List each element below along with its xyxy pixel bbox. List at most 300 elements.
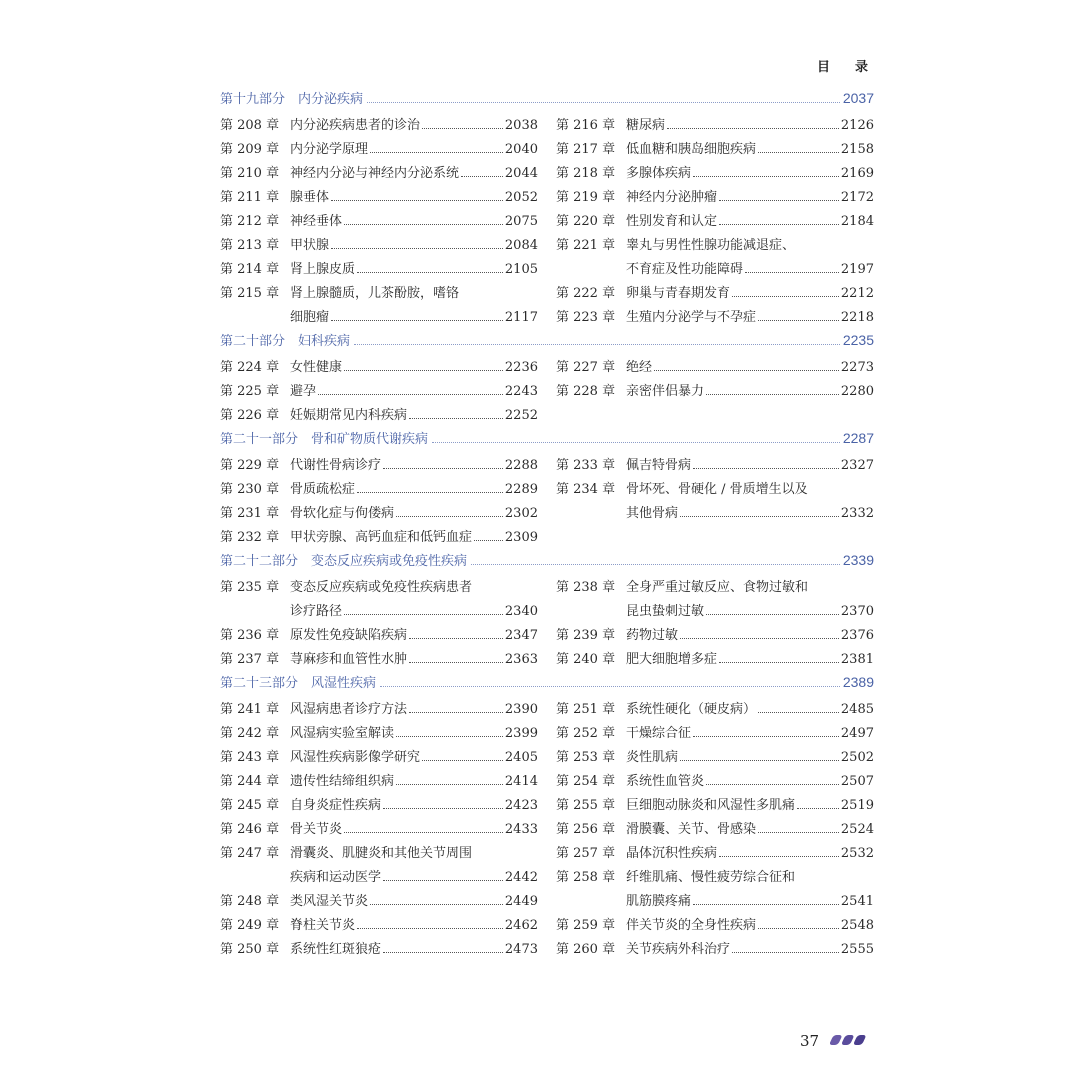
chapter-title: 佩吉特骨病 xyxy=(626,458,692,473)
chapter-number: 第 212 章 xyxy=(220,214,280,229)
chapter-page-number: 2363 xyxy=(504,652,538,667)
chapter-title: 类风湿关节炎 xyxy=(290,894,369,909)
part-heading xyxy=(220,672,874,694)
dot-leader xyxy=(719,224,839,225)
chapter-entry xyxy=(556,698,874,722)
toc-part-section xyxy=(220,330,874,428)
chapter-title: 脊柱关节炎 xyxy=(290,918,356,933)
chapter-title: 自身炎症性疾病 xyxy=(290,798,382,813)
chapter-entry xyxy=(556,454,874,478)
chapter-columns xyxy=(220,576,874,672)
chapter-number: 第 237 章 xyxy=(220,652,280,667)
dot-leader xyxy=(409,662,503,663)
chapter-title: 原发性免疫缺陷疾病 xyxy=(290,628,408,643)
chapter-number: 第 246 章 xyxy=(220,822,280,837)
chapter-title: 腺垂体 xyxy=(290,190,330,205)
chapter-entry xyxy=(556,746,874,770)
chapter-page-number: 2473 xyxy=(504,942,538,957)
dot-leader xyxy=(706,614,839,615)
dot-leader xyxy=(370,152,503,153)
chapter-title: 神经内分泌与神经内分泌系统 xyxy=(290,166,460,181)
chapter-number: 第 224 章 xyxy=(220,360,280,375)
chapter-page-number: 2280 xyxy=(840,384,874,399)
chapter-number: 第 236 章 xyxy=(220,628,280,643)
chapter-number: 第 255 章 xyxy=(556,798,616,813)
chapter-page-number: 2038 xyxy=(504,118,538,133)
chapter-entry xyxy=(556,722,874,746)
chapter-title: 女性健康 xyxy=(290,360,343,375)
chapter-number: 第 241 章 xyxy=(220,702,280,717)
chapter-page-number: 2126 xyxy=(840,118,874,133)
part-title: 第二十二部分 变态反应疾病或免疫性疾病 xyxy=(220,554,468,569)
chapter-title: 药物过敏 xyxy=(626,628,679,643)
chapter-number: 第 216 章 xyxy=(556,118,616,133)
chapter-number: 第 223 章 xyxy=(556,310,616,325)
chapter-page-number: 2289 xyxy=(504,482,538,497)
chapter-page-number: 2273 xyxy=(840,360,874,375)
dot-leader xyxy=(357,928,503,929)
chapter-page-number: 2327 xyxy=(840,458,874,473)
chapter-number: 第 253 章 xyxy=(556,750,616,765)
chapter-entry xyxy=(556,306,874,330)
chapter-entry xyxy=(556,794,874,818)
chapter-title: 妊娠期常见内科疾病 xyxy=(290,408,408,423)
chapter-page-number: 2340 xyxy=(504,604,538,619)
stripe-shape xyxy=(841,1035,855,1045)
chapter-entry xyxy=(220,938,538,962)
chapter-page-number: 2449 xyxy=(504,894,538,909)
chapter-entry xyxy=(220,624,538,648)
chapter-entry xyxy=(556,600,874,624)
chapter-number: 第 239 章 xyxy=(556,628,616,643)
chapter-entry xyxy=(556,576,874,600)
chapter-page-number: 2485 xyxy=(840,702,874,717)
chapter-number: 第 250 章 xyxy=(220,942,280,957)
chapter-title: 睾丸与男性性腺功能减退症、 xyxy=(626,238,796,253)
chapter-title: 干燥综合征 xyxy=(626,726,692,741)
chapter-page-number: 2414 xyxy=(504,774,538,789)
chapter-title: 遗传性结缔组织病 xyxy=(290,774,395,789)
chapter-title: 系统性红斑狼疮 xyxy=(290,942,382,957)
left-chapter-column xyxy=(220,356,538,428)
dot-leader xyxy=(706,394,839,395)
part-page-number: 2287 xyxy=(842,430,874,446)
toc-part-section xyxy=(220,550,874,672)
dot-leader xyxy=(693,468,839,469)
chapter-page-number: 2117 xyxy=(504,310,538,325)
chapter-page-number: 2423 xyxy=(504,798,538,813)
part-title: 第二十三部分 风湿性疾病 xyxy=(220,676,377,691)
chapter-number: 第 233 章 xyxy=(556,458,616,473)
chapter-entry xyxy=(220,502,538,526)
part-title: 第二十部分 妇科疾病 xyxy=(220,334,351,349)
chapter-entry xyxy=(220,138,538,162)
chapter-entry xyxy=(220,404,538,428)
toc-part-section xyxy=(220,88,874,330)
chapter-page-number: 2252 xyxy=(504,408,538,423)
chapter-page-number: 2502 xyxy=(840,750,874,765)
chapter-number: 第 213 章 xyxy=(220,238,280,253)
chapter-entry xyxy=(556,380,874,404)
chapter-title: 系统性硬化（硬皮病） xyxy=(626,702,757,717)
dot-leader xyxy=(719,200,839,201)
chapter-number: 第 257 章 xyxy=(556,846,616,861)
chapter-title: 伴关节炎的全身性疾病 xyxy=(626,918,757,933)
part-title: 第十九部分 内分泌疾病 xyxy=(220,92,364,107)
dot-leader xyxy=(422,760,503,761)
chapter-page-number: 2381 xyxy=(840,652,874,667)
chapter-page-number: 2541 xyxy=(840,894,874,909)
chapter-title: 神经垂体 xyxy=(290,214,343,229)
chapter-page-number: 2212 xyxy=(840,286,874,301)
chapter-entry xyxy=(220,842,538,866)
chapter-number: 第 227 章 xyxy=(556,360,616,375)
chapter-entry xyxy=(556,356,874,380)
dot-leader xyxy=(331,320,503,321)
dot-leader xyxy=(383,808,503,809)
chapter-entry xyxy=(556,866,874,890)
right-chapter-column xyxy=(556,576,874,672)
chapter-number: 第 249 章 xyxy=(220,918,280,933)
chapter-number: 第 226 章 xyxy=(220,408,280,423)
chapter-title: 巨细胞动脉炎和风湿性多肌痛 xyxy=(626,798,796,813)
chapter-number: 第 245 章 xyxy=(220,798,280,813)
chapter-entry xyxy=(220,162,538,186)
chapter-page-number: 2172 xyxy=(840,190,874,205)
chapter-page-number: 2288 xyxy=(504,458,538,473)
chapter-page-number: 2519 xyxy=(840,798,874,813)
dot-leader xyxy=(396,516,503,517)
chapter-number: 第 243 章 xyxy=(220,750,280,765)
chapter-page-number: 2532 xyxy=(840,846,874,861)
chapter-page-number: 2442 xyxy=(504,870,538,885)
chapter-entry xyxy=(220,770,538,794)
chapter-columns xyxy=(220,114,874,330)
chapter-entry xyxy=(556,938,874,962)
chapter-columns xyxy=(220,454,874,550)
chapter-page-number: 2462 xyxy=(504,918,538,933)
chapter-entry xyxy=(556,914,874,938)
chapter-entry xyxy=(220,794,538,818)
chapter-columns xyxy=(220,698,874,962)
chapter-number: 第 209 章 xyxy=(220,142,280,157)
dot-leader xyxy=(693,736,839,737)
dot-leader xyxy=(732,952,839,953)
chapter-title: 变态反应疾病或免疫性疾病患者 xyxy=(290,580,473,595)
dot-leader xyxy=(719,856,839,857)
chapter-title: 风湿病实验室解读 xyxy=(290,726,395,741)
part-page-number: 2235 xyxy=(842,332,874,348)
chapter-page-number: 2184 xyxy=(840,214,874,229)
dot-leader xyxy=(344,614,503,615)
chapter-number: 第 218 章 xyxy=(556,166,616,181)
chapter-number: 第 228 章 xyxy=(556,384,616,399)
decorative-stripes-icon xyxy=(830,1034,876,1046)
chapter-entry xyxy=(556,478,874,502)
chapter-number: 第 234 章 xyxy=(556,482,616,497)
chapter-title: 甲状腺 xyxy=(290,238,330,253)
chapter-number: 第 244 章 xyxy=(220,774,280,789)
chapter-title: 骨质疏松症 xyxy=(290,482,356,497)
chapter-number: 第 221 章 xyxy=(556,238,616,253)
chapter-number: 第 256 章 xyxy=(556,822,616,837)
chapter-page-number: 2376 xyxy=(840,628,874,643)
chapter-page-number: 2370 xyxy=(840,604,874,619)
chapter-title: 肥大细胞增多症 xyxy=(626,652,718,667)
dot-leader xyxy=(344,224,503,225)
chapter-title: 肾上腺髓质，儿茶酚胺，嗜铬 xyxy=(290,286,460,301)
chapter-entry xyxy=(220,914,538,938)
chapter-number: 第 254 章 xyxy=(556,774,616,789)
chapter-title: 骨关节炎 xyxy=(290,822,343,837)
chapter-number: 第 247 章 xyxy=(220,846,280,861)
dot-leader xyxy=(471,564,840,565)
toc-part-section xyxy=(220,672,874,962)
chapter-number: 第 240 章 xyxy=(556,652,616,667)
chapter-entry xyxy=(220,576,538,600)
stripe-shape xyxy=(853,1035,867,1045)
chapter-number: 第 235 章 xyxy=(220,580,280,595)
chapter-number: 第 208 章 xyxy=(220,118,280,133)
dot-leader xyxy=(396,784,503,785)
chapter-page-number: 2197 xyxy=(840,262,874,277)
dot-leader xyxy=(383,880,503,881)
dot-leader xyxy=(357,492,503,493)
chapter-number: 第 230 章 xyxy=(220,482,280,497)
chapter-entry xyxy=(220,356,538,380)
chapter-number: 第 220 章 xyxy=(556,214,616,229)
right-chapter-column xyxy=(556,454,874,550)
chapter-entry xyxy=(556,502,874,526)
dot-leader xyxy=(654,370,839,371)
chapter-entry xyxy=(220,306,538,330)
chapter-number: 第 215 章 xyxy=(220,286,280,301)
chapter-entry xyxy=(220,526,538,550)
toc-header-label: 目 录 xyxy=(816,60,874,75)
chapter-number: 第 214 章 xyxy=(220,262,280,277)
right-chapter-column xyxy=(556,356,874,428)
toc-part-section xyxy=(220,428,874,550)
chapter-entry xyxy=(556,210,874,234)
chapter-entry xyxy=(220,890,538,914)
chapter-page-number: 2243 xyxy=(504,384,538,399)
chapter-page-number: 2084 xyxy=(504,238,538,253)
part-heading xyxy=(220,330,874,352)
chapter-entry xyxy=(556,234,874,258)
dot-leader xyxy=(409,418,503,419)
part-heading xyxy=(220,550,874,572)
dot-leader xyxy=(396,736,503,737)
chapter-number: 第 259 章 xyxy=(556,918,616,933)
left-chapter-column xyxy=(220,698,538,962)
chapter-page-number: 2236 xyxy=(504,360,538,375)
chapter-title: 糖尿病 xyxy=(626,118,666,133)
stripe-shape xyxy=(830,1035,843,1045)
dot-leader xyxy=(732,296,839,297)
part-page-number: 2389 xyxy=(842,674,874,690)
chapter-entry xyxy=(220,478,538,502)
chapter-entry xyxy=(220,282,538,306)
chapter-page-number: 2524 xyxy=(840,822,874,837)
chapter-title: 肾上腺皮质 xyxy=(290,262,356,277)
chapter-page-number: 2433 xyxy=(504,822,538,837)
chapter-entry xyxy=(220,866,538,890)
chapter-page-number: 2347 xyxy=(504,628,538,643)
chapter-title: 避孕 xyxy=(290,384,317,399)
chapter-title: 细胞瘤 xyxy=(290,310,330,325)
chapter-number: 第 258 章 xyxy=(556,870,616,885)
chapter-entry xyxy=(556,138,874,162)
chapter-entry xyxy=(220,186,538,210)
chapter-page-number: 2405 xyxy=(504,750,538,765)
dot-leader xyxy=(706,784,839,785)
dot-leader xyxy=(354,344,840,345)
chapter-number: 第 211 章 xyxy=(220,190,280,205)
dot-leader xyxy=(680,638,839,639)
chapter-title: 代谢性骨病诊疗 xyxy=(290,458,382,473)
chapter-number: 第 248 章 xyxy=(220,894,280,909)
chapter-title: 神经内分泌肿瘤 xyxy=(626,190,718,205)
chapter-title: 关节疾病外科治疗 xyxy=(626,942,731,957)
chapter-number: 第 225 章 xyxy=(220,384,280,399)
chapter-entry xyxy=(220,722,538,746)
chapter-entry xyxy=(556,114,874,138)
chapter-entry xyxy=(220,234,538,258)
chapter-number: 第 222 章 xyxy=(556,286,616,301)
chapter-number: 第 238 章 xyxy=(556,580,616,595)
chapter-title: 骨坏死、骨硬化 / 骨质增生以及 xyxy=(626,482,808,497)
chapter-number: 第 229 章 xyxy=(220,458,280,473)
chapter-entry xyxy=(556,186,874,210)
chapter-page-number: 2040 xyxy=(504,142,538,157)
chapter-number: 第 231 章 xyxy=(220,506,280,521)
left-chapter-column xyxy=(220,114,538,330)
dot-leader xyxy=(693,176,839,177)
dot-leader xyxy=(667,128,839,129)
dot-leader xyxy=(758,152,839,153)
chapter-title: 风湿病患者诊疗方法 xyxy=(290,702,408,717)
chapter-title: 荨麻疹和血管性水肿 xyxy=(290,652,408,667)
dot-leader xyxy=(745,272,839,273)
dot-leader xyxy=(409,712,503,713)
chapter-title: 多腺体疾病 xyxy=(626,166,692,181)
right-chapter-column xyxy=(556,698,874,962)
chapter-title: 卵巢与青春期发育 xyxy=(626,286,731,301)
chapter-title: 诊疗路径 xyxy=(290,604,343,619)
dot-leader xyxy=(758,928,839,929)
dot-leader xyxy=(474,540,503,541)
dot-leader xyxy=(758,712,839,713)
dot-leader xyxy=(719,662,839,663)
chapter-page-number: 2555 xyxy=(840,942,874,957)
chapter-number: 第 219 章 xyxy=(556,190,616,205)
dot-leader xyxy=(344,370,503,371)
chapter-title: 肌筋膜疼痛 xyxy=(626,894,692,909)
chapter-title: 纤维肌痛、慢性疲劳综合征和 xyxy=(626,870,796,885)
part-page-number: 2037 xyxy=(842,90,874,106)
dot-leader xyxy=(331,248,503,249)
chapter-entry xyxy=(220,258,538,282)
chapter-page-number: 2399 xyxy=(504,726,538,741)
dot-leader xyxy=(344,832,503,833)
chapter-title: 生殖内分泌学与不孕症 xyxy=(626,310,757,325)
chapter-page-number: 2302 xyxy=(504,506,538,521)
dot-leader xyxy=(693,904,839,905)
chapter-entry xyxy=(556,890,874,914)
chapter-page-number: 2507 xyxy=(840,774,874,789)
chapter-title: 系统性血管炎 xyxy=(626,774,705,789)
chapter-number: 第 251 章 xyxy=(556,702,616,717)
chapter-title: 内分泌疾病患者的诊治 xyxy=(290,118,421,133)
part-heading xyxy=(220,88,874,110)
part-title: 第二十一部分 骨和矿物质代谢疾病 xyxy=(220,432,429,447)
chapter-entry xyxy=(220,818,538,842)
dot-leader xyxy=(383,952,503,953)
chapter-title: 性别发育和认定 xyxy=(626,214,718,229)
dot-leader xyxy=(758,320,839,321)
chapter-title: 风湿性疾病影像学研究 xyxy=(290,750,421,765)
chapter-number: 第 232 章 xyxy=(220,530,280,545)
chapter-title: 内分泌学原理 xyxy=(290,142,369,157)
chapter-page-number: 2169 xyxy=(840,166,874,181)
chapter-page-number: 2218 xyxy=(840,310,874,325)
chapter-title: 昆虫蛰刺过敏 xyxy=(626,604,705,619)
dot-leader xyxy=(758,832,839,833)
left-chapter-column xyxy=(220,576,538,672)
chapter-page-number: 2497 xyxy=(840,726,874,741)
table-of-contents xyxy=(220,88,874,962)
chapter-title: 亲密伴侣暴力 xyxy=(626,384,705,399)
chapter-title: 甲状旁腺、高钙血症和低钙血症 xyxy=(290,530,473,545)
chapter-entry xyxy=(556,282,874,306)
dot-leader xyxy=(367,102,840,103)
chapter-entry xyxy=(556,258,874,282)
chapter-page-number: 2309 xyxy=(504,530,538,545)
dot-leader xyxy=(680,516,839,517)
dot-leader xyxy=(680,760,839,761)
chapter-entry xyxy=(220,380,538,404)
chapter-title: 滑膜囊、关节、骨感染 xyxy=(626,822,757,837)
dot-leader xyxy=(797,808,839,809)
part-page-number: 2339 xyxy=(842,552,874,568)
chapter-title: 疾病和运动医学 xyxy=(290,870,382,885)
chapter-page-number: 2044 xyxy=(504,166,538,181)
dot-leader xyxy=(383,468,503,469)
dot-leader xyxy=(380,686,840,687)
chapter-page-number: 2052 xyxy=(504,190,538,205)
chapter-page-number: 2158 xyxy=(840,142,874,157)
chapter-title: 炎性肌病 xyxy=(626,750,679,765)
chapter-title: 低血糖和胰岛细胞疾病 xyxy=(626,142,757,157)
chapter-entry xyxy=(220,454,538,478)
part-heading xyxy=(220,428,874,450)
dot-leader xyxy=(318,394,503,395)
page-number: 37 xyxy=(800,1032,820,1050)
chapter-entry xyxy=(556,162,874,186)
chapter-title: 其他骨病 xyxy=(626,506,679,521)
chapter-entry xyxy=(556,818,874,842)
chapter-title: 晶体沉积性疾病 xyxy=(626,846,718,861)
chapter-page-number: 2075 xyxy=(504,214,538,229)
chapter-page-number: 2548 xyxy=(840,918,874,933)
chapter-entry xyxy=(220,698,538,722)
chapter-page-number: 2332 xyxy=(840,506,874,521)
dot-leader xyxy=(409,638,503,639)
chapter-columns xyxy=(220,356,874,428)
chapter-entry xyxy=(556,842,874,866)
chapter-title: 绝经 xyxy=(626,360,653,375)
chapter-page-number: 2105 xyxy=(504,262,538,277)
